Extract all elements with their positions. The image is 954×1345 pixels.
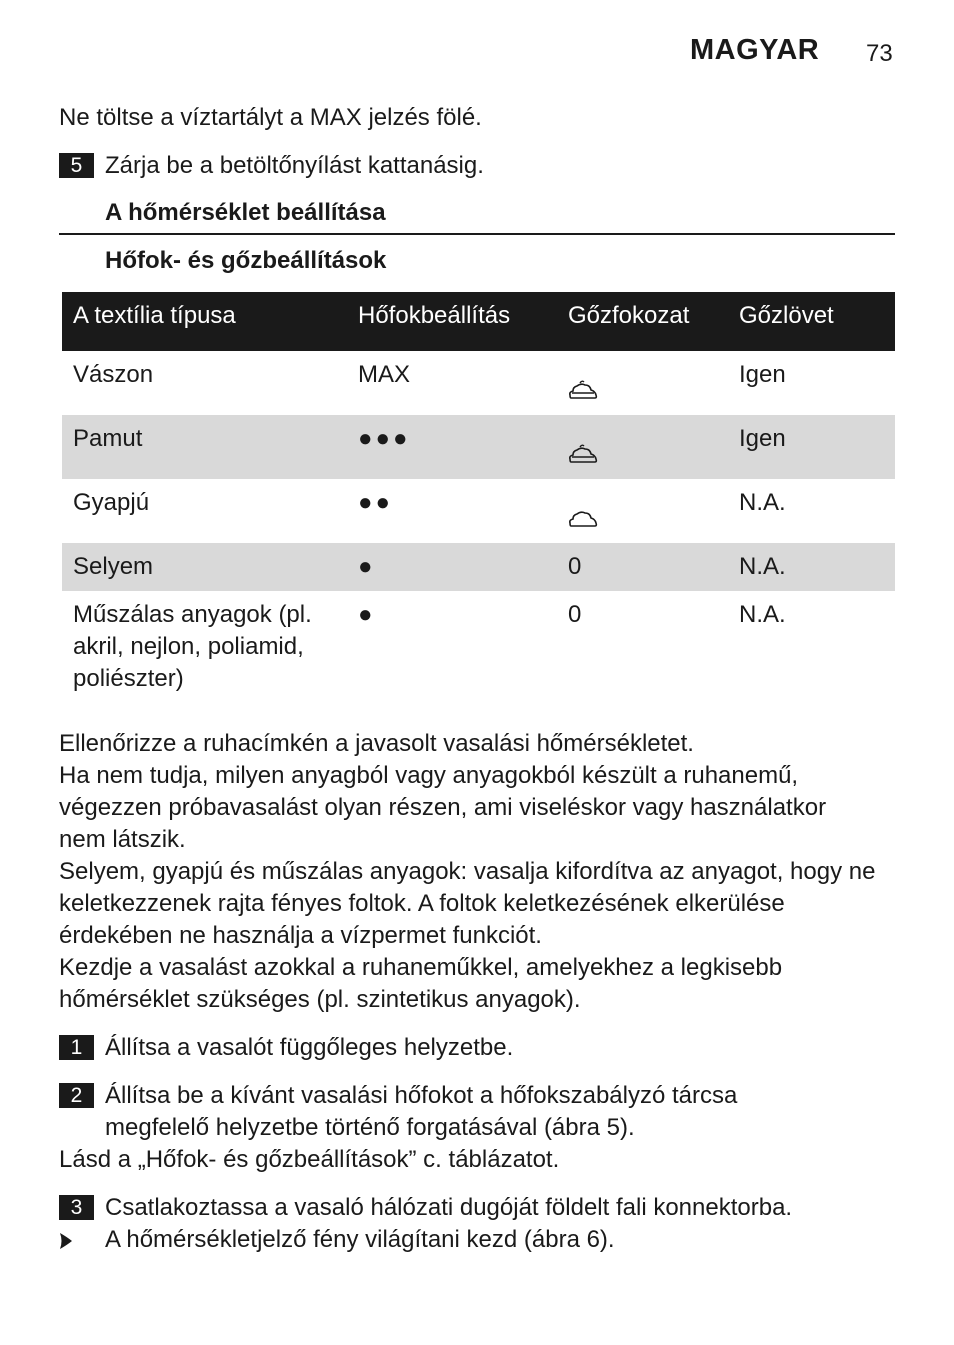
page-number: 73 bbox=[866, 40, 893, 67]
steam-cell: 0 bbox=[568, 601, 582, 628]
result-text: A hőmérsékletjelző fény világítani kezd (ábra 6). bbox=[105, 1226, 615, 1253]
body-line: Selyem, gyapjú és műszálas anyagok: vasalja kifordítva az anyagot, hogy ne bbox=[59, 858, 876, 885]
shot-cell: Igen bbox=[739, 361, 786, 388]
step-text: Állítsa a vasalót függőleges helyzetbe. bbox=[105, 1034, 514, 1061]
step-number: 5 bbox=[59, 153, 94, 178]
header-temperature: Hőfokbeállítás bbox=[358, 302, 511, 329]
shot-cell: N.A. bbox=[739, 489, 786, 516]
fabric-cell: Pamut bbox=[73, 425, 143, 452]
body-line: végezzen próbavasalást olyan részen, ami viseléskor vagy használatkor bbox=[59, 794, 827, 821]
fabric-cell bbox=[73, 599, 312, 695]
temp-cell: MAX bbox=[358, 361, 411, 388]
step-number: 3 bbox=[59, 1195, 94, 1220]
fabric-line: Műszálas anyagok (pl. bbox=[73, 601, 312, 628]
section-rule bbox=[59, 233, 895, 235]
temp-cell bbox=[358, 599, 376, 631]
table-row bbox=[62, 543, 895, 591]
table-title: Hőfok- és gőzbeállítások bbox=[105, 247, 387, 274]
fabric-cell: Selyem bbox=[73, 553, 154, 580]
body-line: keletkezzenek rajta fényes foltok. A foltok keletkezésének elkerülése bbox=[59, 890, 785, 917]
temp-cell bbox=[358, 551, 376, 583]
fabric-cell: Gyapjú bbox=[73, 489, 150, 516]
body-line: hőmérséklet szükséges (pl. szintetikus anyagok). bbox=[59, 986, 581, 1013]
step-number: 2 bbox=[59, 1083, 94, 1108]
table-header-row bbox=[62, 292, 895, 351]
steam-high-icon bbox=[568, 442, 598, 464]
temperature-dots: ●●● bbox=[358, 425, 411, 452]
steam-low-icon bbox=[568, 508, 598, 528]
max-fill-note: Ne töltse a víztartályt a MAX jelzés fölé. bbox=[59, 104, 482, 131]
body-line: érdekében ne használja a vízpermet funkciót. bbox=[59, 922, 542, 949]
temperature-dots: ● bbox=[358, 553, 376, 580]
language-heading: MAGYAR bbox=[690, 34, 820, 66]
body-line: nem látszik. bbox=[59, 826, 186, 853]
fabric-line: poliészter) bbox=[73, 665, 184, 692]
table-row bbox=[62, 351, 895, 415]
header-steam-shot: Gőzlövet bbox=[739, 302, 834, 329]
temp-cell bbox=[358, 487, 393, 519]
shot-cell: N.A. bbox=[739, 553, 786, 580]
body-line: Kezdje a vasalást azokkal a ruhaneműkkel, amelyekhez a legkisebb bbox=[59, 954, 783, 981]
body-line: Ellenőrizze a ruhacímkén a javasolt vasalási hőmérsékletet. bbox=[59, 730, 694, 757]
step-2-note: Lásd a „Hőfok- és gőzbeállítások” c. táblázatot. bbox=[59, 1146, 560, 1173]
fabric-cell: Vászon bbox=[73, 361, 154, 388]
table-row bbox=[62, 415, 895, 479]
step-number: 1 bbox=[59, 1035, 94, 1060]
steam-high-icon bbox=[568, 378, 598, 400]
steam-cell: 0 bbox=[568, 553, 582, 580]
fabric-line: akril, nejlon, poliamid, bbox=[73, 633, 304, 660]
step-text: Csatlakoztassa a vasaló hálózati dugóját földelt fali konnektorba. bbox=[105, 1194, 793, 1221]
body-text bbox=[59, 728, 875, 1016]
result-arrow-icon bbox=[59, 1232, 73, 1250]
step-text: Állítsa be a kívánt vasalási hőfokot a hőfokszabályzó tárcsa bbox=[105, 1082, 738, 1109]
temperature-dots: ●● bbox=[358, 489, 393, 516]
step-text: Zárja be a betöltőnyílást kattanásig. bbox=[105, 152, 484, 179]
header-fabric: A textília típusa bbox=[73, 302, 236, 329]
table-row bbox=[62, 479, 895, 543]
header-steam: Gőzfokozat bbox=[568, 302, 690, 329]
shot-cell: Igen bbox=[739, 425, 786, 452]
temperature-dots: ● bbox=[358, 601, 376, 628]
table-row bbox=[62, 591, 895, 701]
body-line: Ha nem tudja, milyen anyagból vagy anyagokból készült a ruhanemű, bbox=[59, 762, 799, 789]
section-title: A hőmérséklet beállítása bbox=[105, 199, 386, 226]
step-text-cont: megfelelő helyzetbe történő forgatásával (ábra 5). bbox=[105, 1114, 635, 1141]
temp-cell bbox=[358, 423, 411, 455]
shot-cell: N.A. bbox=[739, 601, 786, 628]
